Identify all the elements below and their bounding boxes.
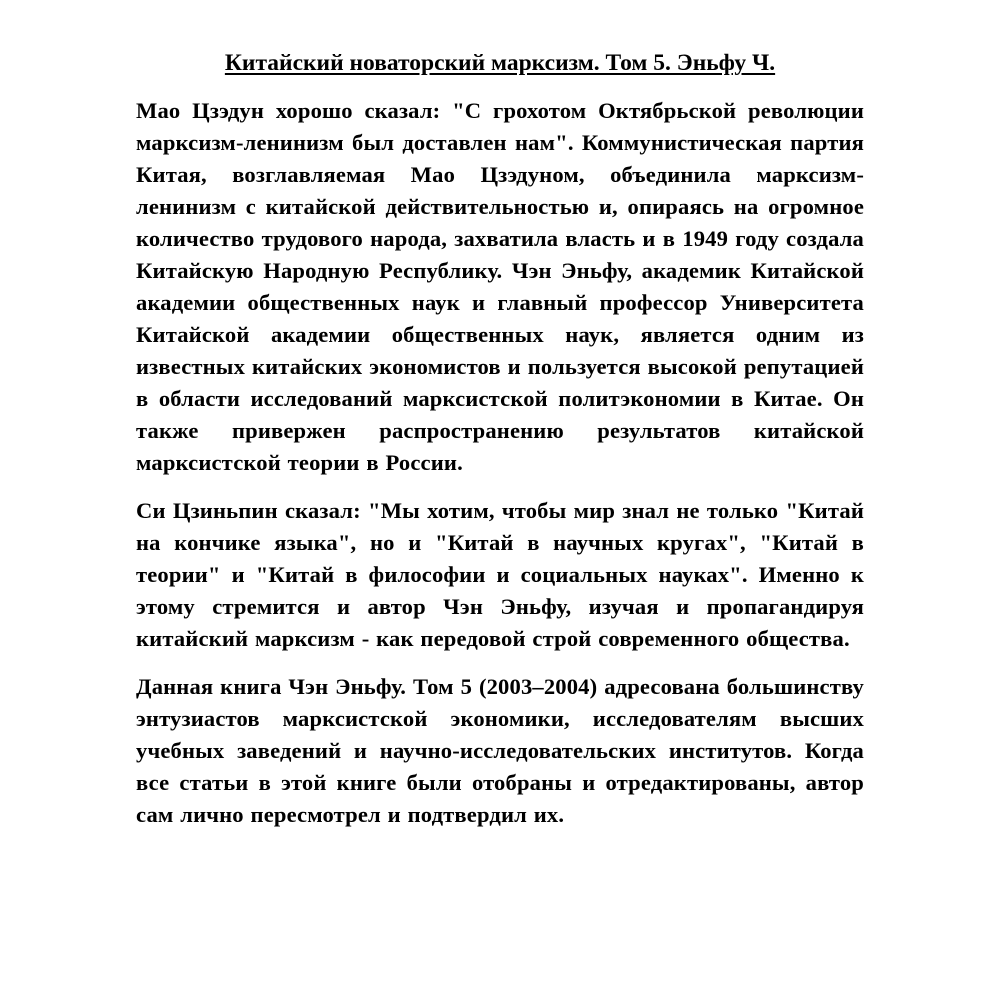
- paragraph-book: Данная книга Чэн Эньфу. Том 5 (2003–2004) адресована большинству энтузиастов марксистской экономики, исследователям высших учебных заведений и научно-исследовательских институтов. Когда все статьи в этой книге были отобраны и отредактированы, автор сам лично пересмотрел и подтвердил их.: [136, 674, 864, 827]
- paragraph-mao: Мао Цзэдун хорошо сказал: "С грохотом Октябрьской революции марксизм-ленинизм был доставлен нам". Коммунистическая партия Китая, возглавляемая Мао Цзэдуном, объединила марксизм-ленинизм с китайской действительностью и, опираясь на огромное количество трудового народа, захватила власть и в 1949 году создала Китайскую Народную Республику. Чэн Эньфу, академик Китайской академии общественных наук и главный профессор Университета Китайской академии общественных наук, является одним из известных китайских экономистов и пользуется высокой репутацией в области исследований марксистской политэкономии в Китае. Он также привержен распространению результатов китайской марксистской теории в России.: [136, 98, 864, 475]
- document-body: [136, 95, 864, 847]
- document-title: Китайский новаторский марксизм. Том 5. Эньфу Ч.: [224, 50, 776, 76]
- paragraph-xi: Си Цзиньпин сказал: "Мы хотим, чтобы мир знал не только "Китай на кончике языка", но и "Китай в научных кругах", "Китай в теории" и "Китай в философии и социальных науках". Именно к этому стремится и автор Чэн Эньфу, изучая и пропагандируя китайский марксизм - как передовой строй современного общества.: [136, 498, 864, 651]
